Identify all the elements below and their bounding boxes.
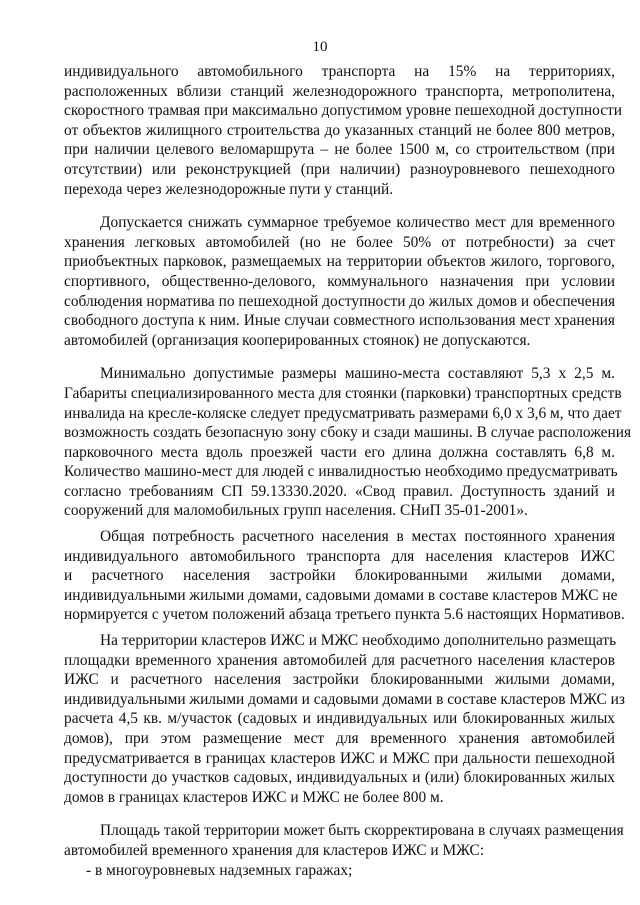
text-line: автомобилей (организация кооперированных стоянок) не допускаются. <box>64 331 531 349</box>
paragraph-5 <box>64 631 625 807</box>
text-line: На территории кластеров ИЖС и МЖС необходимо дополнительно размещать <box>100 632 617 650</box>
text-line: Габариты специализированного места для стоянки (парковки) транспортных средств <box>64 384 622 402</box>
paragraph-1 <box>64 62 622 199</box>
text-line: и расчетного населения застройки блокированными жилыми домами, <box>64 567 615 585</box>
text-line: спортивного, общественно-делового, коммунального назначения при условии <box>64 272 615 290</box>
paragraph-7 <box>64 861 615 881</box>
paragraph-3 <box>64 364 632 521</box>
text-line: парковочного места вдоль проезжей части его длина должна составлять 6,8 м. <box>64 443 615 461</box>
text-line: Минимально допустимые размеры машино-места составляют 5,3 х 2,5 м. <box>100 365 615 383</box>
text-line: перехода через железнодорожные пути у станций. <box>64 180 394 198</box>
text-line: возможность создать безопасную зону сбоку и сзади машины. В случае расположения <box>64 424 632 442</box>
text-line: площадки временного хранения автомобилей для расчетного населения кластеров <box>64 651 615 669</box>
text-line: приобъектных парковок, размещаемых на территории объектов жилого, торгового, <box>64 253 615 271</box>
text-line: сооружений для маломобильных групп населения. СНиП 35-01-2001». <box>64 502 528 520</box>
page-number: 10 <box>312 39 328 55</box>
text-line: Допускается снижать суммарное требуемое количество мест для временного <box>100 214 615 232</box>
document-body <box>64 62 632 880</box>
text-line: Количество машино-мест для людей с инвалидностью необходимо предусматривать <box>64 463 618 481</box>
text-line: инвалида на кресле-коляске следует предусматривать размерами 6,0 х 3,6 м, что дает <box>64 404 622 422</box>
paragraph-4 <box>64 527 625 625</box>
text-line: Площадь такой территории может быть скорректирована в случаях размещения <box>100 822 624 840</box>
text-line: доступности до участков садовых, индивидуальных и (или) блокированных жилых <box>64 769 615 787</box>
text-line: ИЖС и расчетного населения застройки блокированными жилыми домами, <box>64 671 615 689</box>
text-line: от объектов жилищного строительства до указанных станций не более 800 метров, <box>64 121 615 139</box>
text-line: скоростного трамвая при максимально допустимом уровне пешеходной доступности <box>64 102 622 120</box>
text-line: отсутствии) или реконструкцией (при наличии) разноуровневого пешеходного <box>64 160 615 178</box>
text-line: соблюдения норматива по пешеходной доступности до жилых домов и обеспечения <box>64 292 616 310</box>
text-line: предусматривается в границах кластеров ИЖС и МЖС при дальности пешеходной <box>64 749 615 767</box>
text-line: индивидуального автомобильного транспорта для населения кластеров ИЖС <box>64 547 615 565</box>
text-line: при наличии целевого веломаршрута – не более 1500 м, со строительством (при <box>64 141 615 159</box>
text-line: хранения легковых автомобилей (но не более 50% от потребности) за счет <box>64 233 615 251</box>
text-line: индивидуального автомобильного транспорта на 15% на территориях, <box>64 63 615 80</box>
text-line: расчета 4,5 кв. м/участок (садовых и индивидуальных или блокированных жилых <box>64 710 615 728</box>
text-line: согласно требованиям СП 59.13330.2020. «Свод правил. Доступность зданий и <box>64 482 615 500</box>
text-line: домов в границах кластеров ИЖС и МЖС не более 800 м. <box>64 788 444 806</box>
text-line: индивидуальными жилыми домами и садовыми домами в составе кластеров МЖС из <box>64 690 625 708</box>
paragraph-6 <box>64 821 624 860</box>
text-line: Общая потребность расчетного населения в местах постоянного хранения <box>100 528 615 546</box>
text-line: расположенных вблизи станций железнодорожного транспорта, метрополитена, <box>64 82 615 100</box>
list-item: - в многоуровневых надземных гаражах; <box>86 861 353 879</box>
text-line: нормируется с учетом положений абзаца третьего пункта 5.6 настоящих Нормативов. <box>64 606 625 624</box>
text-line: свободного доступа к ним. Иные случаи совместного использования мест хранения <box>64 312 615 330</box>
paragraph-2 <box>64 213 615 350</box>
text-line: индивидуальными жилыми домами, садовыми домами в составе кластеров МЖС не <box>64 586 618 604</box>
text-line: автомобилей временного хранения для кластеров ИЖС и МЖС: <box>64 841 485 859</box>
text-line: домов), при этом размещение мест для временного хранения автомобилей <box>64 730 615 747</box>
